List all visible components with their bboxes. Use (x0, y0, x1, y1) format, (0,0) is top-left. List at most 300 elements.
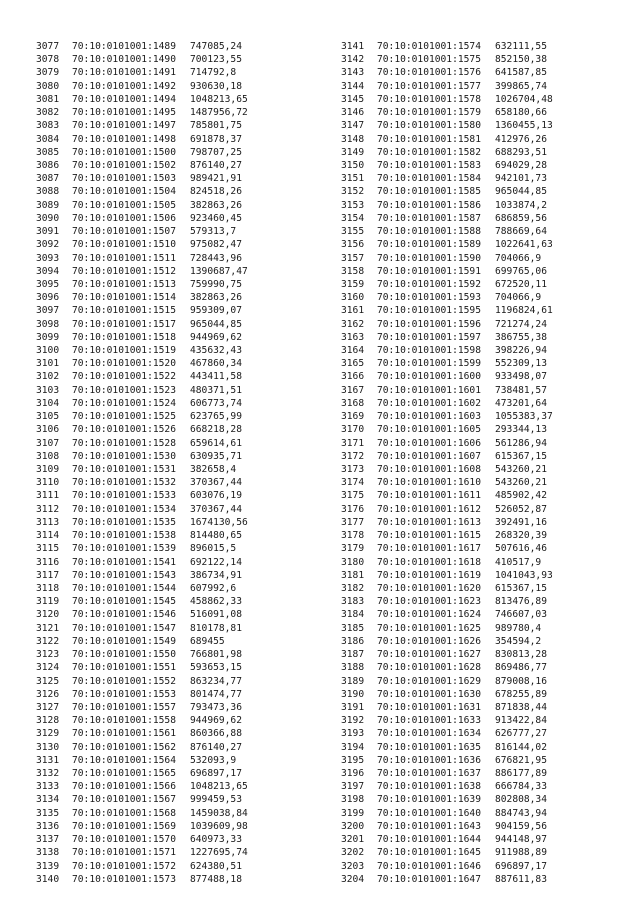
cadastral-value: 691878,37 (190, 133, 242, 145)
table-row (36, 370, 248, 383)
cadastral-number: 70:10:0101001:1600 (377, 371, 481, 383)
table-row (341, 225, 553, 238)
table-row (36, 423, 248, 436)
table-row (341, 370, 553, 383)
table-row (341, 833, 553, 846)
cadastral-number: 70:10:0101001:1602 (377, 397, 481, 409)
cadastral-value: 688293,51 (495, 146, 547, 158)
cadastral-value: 721274,24 (495, 318, 547, 330)
table-row (36, 225, 248, 238)
cadastral-number: 70:10:0101001:1628 (377, 662, 481, 674)
cadastral-value: 944148,97 (495, 834, 547, 846)
row-number: 3111 (36, 490, 60, 502)
cadastral-number: 70:10:0101001:1601 (377, 384, 481, 396)
row-number: 3127 (36, 701, 60, 713)
row-number: 3132 (36, 768, 60, 780)
cadastral-number: 70:10:0101001:1599 (377, 358, 481, 370)
cadastral-value: 944969,62 (190, 331, 242, 343)
table-row (341, 106, 553, 119)
cadastral-value: 659614,61 (190, 437, 242, 449)
cadastral-number: 70:10:0101001:1617 (377, 543, 481, 555)
cadastral-value: 658180,66 (495, 107, 547, 119)
row-number: 3179 (341, 543, 365, 555)
row-number: 3105 (36, 411, 60, 423)
row-number: 3134 (36, 794, 60, 806)
table-row (36, 119, 248, 132)
row-number: 3104 (36, 397, 60, 409)
row-number: 3191 (341, 701, 365, 713)
table-row (36, 476, 248, 489)
table-row (341, 331, 553, 344)
cadastral-value: 689455 (190, 635, 225, 647)
row-number: 3100 (36, 345, 60, 357)
table-row (36, 344, 248, 357)
cadastral-number: 70:10:0101001:1528 (72, 437, 176, 449)
row-number: 3190 (341, 688, 365, 700)
row-number: 3112 (36, 503, 60, 515)
row-number: 3160 (341, 292, 365, 304)
row-number: 3133 (36, 781, 60, 793)
row-number: 3094 (36, 265, 60, 277)
row-number: 3128 (36, 715, 60, 727)
cadastral-value: 485902,42 (495, 490, 547, 502)
row-number: 3161 (341, 305, 365, 317)
cadastral-value: 1196824,61 (495, 305, 553, 317)
table-row (36, 159, 248, 172)
table-row (341, 304, 553, 317)
cadastral-number: 70:10:0101001:1517 (72, 318, 176, 330)
cadastral-value: 603076,19 (190, 490, 242, 502)
cadastral-value: 793473,36 (190, 701, 242, 713)
cadastral-value: 435632,43 (190, 345, 242, 357)
table-row (341, 807, 553, 820)
cadastral-number: 70:10:0101001:1551 (72, 662, 176, 674)
cadastral-value: 746607,03 (495, 609, 547, 621)
cadastral-value: 1041043,93 (495, 569, 553, 581)
table-row (341, 661, 553, 674)
cadastral-number: 70:10:0101001:1526 (72, 424, 176, 436)
cadastral-number: 70:10:0101001:1513 (72, 278, 176, 290)
table-row (341, 133, 553, 146)
row-number: 3201 (341, 834, 365, 846)
cadastral-value: 923460,45 (190, 212, 242, 224)
table-row (341, 437, 553, 450)
cadastral-value: 615367,15 (495, 450, 547, 462)
cadastral-number: 70:10:0101001:1566 (72, 781, 176, 793)
cadastral-number: 70:10:0101001:1543 (72, 569, 176, 581)
table-row (36, 384, 248, 397)
cadastral-number: 70:10:0101001:1578 (377, 93, 481, 105)
table-row (341, 278, 553, 291)
cadastral-value: 1360455,13 (495, 120, 553, 132)
cadastral-number: 70:10:0101001:1534 (72, 503, 176, 515)
table-row (341, 291, 553, 304)
row-number: 3143 (341, 67, 365, 79)
cadastral-number: 70:10:0101001:1511 (72, 252, 176, 264)
cadastral-value: 399865,74 (495, 80, 547, 92)
cadastral-value: 886177,89 (495, 768, 547, 780)
row-number: 3153 (341, 199, 365, 211)
table-row (36, 833, 248, 846)
cadastral-number: 70:10:0101001:1608 (377, 464, 481, 475)
cadastral-value: 640973,33 (190, 834, 242, 846)
cadastral-value: 1048213,65 (190, 93, 248, 105)
row-number: 3171 (341, 437, 365, 449)
cadastral-number: 70:10:0101001:1647 (377, 873, 481, 885)
table-row (36, 93, 248, 106)
row-number: 3170 (341, 424, 365, 436)
cadastral-value: 694029,28 (495, 159, 547, 171)
row-number: 3182 (341, 582, 365, 594)
cadastral-number: 70:10:0101001:1525 (72, 411, 176, 423)
cadastral-value: 1048213,65 (190, 781, 248, 793)
row-number: 3164 (341, 345, 365, 357)
table-row (341, 66, 553, 79)
cadastral-number: 70:10:0101001:1576 (377, 67, 481, 79)
cadastral-number: 70:10:0101001:1492 (72, 80, 176, 92)
table-row (36, 516, 248, 529)
cadastral-number: 70:10:0101001:1581 (377, 133, 481, 145)
row-number: 3129 (36, 728, 60, 740)
table-row (341, 675, 553, 688)
cadastral-number: 70:10:0101001:1489 (72, 41, 176, 52)
row-number: 3142 (341, 54, 365, 66)
cadastral-number: 70:10:0101001:1562 (72, 741, 176, 753)
table-row (341, 489, 553, 502)
cadastral-value: 382863,26 (190, 292, 242, 304)
cadastral-value: 975082,47 (190, 239, 242, 251)
table-row (36, 278, 248, 291)
cadastral-value: 802808,34 (495, 794, 547, 806)
row-number: 3090 (36, 212, 60, 224)
table-row (36, 793, 248, 806)
table-row (36, 133, 248, 146)
row-number: 3093 (36, 252, 60, 264)
cadastral-number: 70:10:0101001:1522 (72, 371, 176, 383)
table-row (341, 185, 553, 198)
cadastral-value: 869486,77 (495, 662, 547, 674)
table-row (341, 860, 553, 873)
table-row (36, 397, 248, 410)
cadastral-number: 70:10:0101001:1643 (377, 820, 481, 832)
table-row (36, 688, 248, 701)
table-row (341, 767, 553, 780)
table-row (341, 648, 553, 661)
row-number: 3176 (341, 503, 365, 515)
row-number: 3159 (341, 278, 365, 290)
cadastral-number: 70:10:0101001:1569 (72, 820, 176, 832)
row-number: 3186 (341, 635, 365, 647)
row-number: 3088 (36, 186, 60, 198)
table-row (36, 146, 248, 159)
table-row (36, 754, 248, 767)
table-row (36, 80, 248, 93)
table-row (341, 450, 553, 463)
cadastral-number: 70:10:0101001:1624 (377, 609, 481, 621)
cadastral-value: 606773,74 (190, 397, 242, 409)
row-number: 3202 (341, 847, 365, 859)
cadastral-number: 70:10:0101001:1640 (377, 807, 481, 819)
row-number: 3102 (36, 371, 60, 383)
cadastral-number: 70:10:0101001:1535 (72, 516, 176, 528)
cadastral-number: 70:10:0101001:1637 (377, 768, 481, 780)
cadastral-number: 70:10:0101001:1591 (377, 265, 481, 277)
cadastral-number: 70:10:0101001:1545 (72, 596, 176, 608)
cadastral-value: 887611,83 (495, 873, 547, 885)
cadastral-number: 70:10:0101001:1633 (377, 715, 481, 727)
table-row (341, 622, 553, 635)
row-number: 3085 (36, 146, 60, 158)
cadastral-number: 70:10:0101001:1619 (377, 569, 481, 581)
cadastral-number: 70:10:0101001:1606 (377, 437, 481, 449)
table-row (341, 252, 553, 265)
table-row (36, 529, 248, 542)
cadastral-number: 70:10:0101001:1565 (72, 768, 176, 780)
cadastral-number: 70:10:0101001:1620 (377, 582, 481, 594)
cadastral-value: 824518,26 (190, 186, 242, 198)
cadastral-number: 70:10:0101001:1582 (377, 146, 481, 158)
cadastral-number: 70:10:0101001:1625 (377, 622, 481, 634)
cadastral-number: 70:10:0101001:1544 (72, 582, 176, 594)
cadastral-value: 766801,98 (190, 649, 242, 661)
cadastral-value: 785801,75 (190, 120, 242, 132)
cadastral-value: 704066,9 (495, 292, 542, 304)
row-number: 3184 (341, 609, 365, 621)
table-row (36, 741, 248, 754)
cadastral-value: 467860,34 (190, 358, 242, 370)
row-number: 3172 (341, 450, 365, 462)
table-row (341, 199, 553, 212)
row-number: 3099 (36, 331, 60, 343)
cadastral-number: 70:10:0101001:1577 (377, 80, 481, 92)
cadastral-value: 860366,88 (190, 728, 242, 740)
cadastral-value: 816144,02 (495, 741, 547, 753)
cadastral-number: 70:10:0101001:1572 (72, 860, 176, 872)
table-row (341, 793, 553, 806)
table-row (36, 595, 248, 608)
cadastral-number: 70:10:0101001:1574 (377, 41, 481, 52)
cadastral-value: 1026704,48 (495, 93, 553, 105)
cadastral-value: 699765,06 (495, 265, 547, 277)
cadastral-value: 392491,16 (495, 516, 547, 528)
cadastral-number: 70:10:0101001:1532 (72, 477, 176, 489)
row-number: 3198 (341, 794, 365, 806)
table-row (341, 93, 553, 106)
row-number: 3106 (36, 424, 60, 436)
cadastral-value: 759990,75 (190, 278, 242, 290)
table-row (341, 780, 553, 793)
table-row (341, 53, 553, 66)
cadastral-value: 607992,6 (190, 582, 237, 594)
table-row (36, 238, 248, 251)
cadastral-value: 543260,21 (495, 477, 547, 489)
cadastral-number: 70:10:0101001:1512 (72, 265, 176, 277)
table-row (341, 569, 553, 582)
cadastral-number: 70:10:0101001:1595 (377, 305, 481, 317)
cadastral-value: 930630,18 (190, 80, 242, 92)
cadastral-value: 999459,53 (190, 794, 242, 806)
row-number: 3116 (36, 556, 60, 568)
row-number: 3157 (341, 252, 365, 264)
row-number: 3168 (341, 397, 365, 409)
row-number: 3197 (341, 781, 365, 793)
cadastral-value: 1033874,2 (495, 199, 547, 211)
cadastral-value: 579313,7 (190, 226, 237, 238)
table-row (341, 344, 553, 357)
cadastral-value: 738481,57 (495, 384, 547, 396)
table-row (341, 159, 553, 172)
cadastral-value: 526052,87 (495, 503, 547, 515)
row-number: 3136 (36, 820, 60, 832)
row-number: 3095 (36, 278, 60, 290)
cadastral-number: 70:10:0101001:1590 (377, 252, 481, 264)
row-number: 3101 (36, 358, 60, 370)
cadastral-value: 412976,26 (495, 133, 547, 145)
row-number: 3109 (36, 464, 60, 475)
cadastral-value: 615367,15 (495, 582, 547, 594)
cadastral-value: 700123,55 (190, 54, 242, 66)
cadastral-number: 70:10:0101001:1579 (377, 107, 481, 119)
row-number: 3173 (341, 464, 365, 475)
row-number: 3130 (36, 741, 60, 753)
row-number: 3188 (341, 662, 365, 674)
cadastral-value: 747085,24 (190, 41, 242, 52)
row-number: 3096 (36, 292, 60, 304)
row-number: 3150 (341, 159, 365, 171)
cadastral-value: 593653,15 (190, 662, 242, 674)
row-number: 3097 (36, 305, 60, 317)
cadastral-value: 692122,14 (190, 556, 242, 568)
row-number: 3114 (36, 530, 60, 542)
cadastral-value: 942101,73 (495, 173, 547, 185)
row-number: 3148 (341, 133, 365, 145)
cadastral-value: 696897,17 (495, 860, 547, 872)
row-number: 3086 (36, 159, 60, 171)
table-row (341, 212, 553, 225)
cadastral-value: 728443,96 (190, 252, 242, 264)
cadastral-number: 70:10:0101001:1630 (377, 688, 481, 700)
cadastral-number: 70:10:0101001:1502 (72, 159, 176, 171)
row-number: 3194 (341, 741, 365, 753)
cadastral-number: 70:10:0101001:1519 (72, 345, 176, 357)
table-row (36, 199, 248, 212)
table-row (36, 53, 248, 66)
row-number: 3174 (341, 477, 365, 489)
cadastral-value: 1039609,98 (190, 820, 248, 832)
table-row (36, 714, 248, 727)
cadastral-value: 354594,2 (495, 635, 542, 647)
cadastral-value: 386755,38 (495, 331, 547, 343)
row-number: 3196 (341, 768, 365, 780)
cadastral-value: 624380,51 (190, 860, 242, 872)
row-number: 3125 (36, 675, 60, 687)
cadastral-value: 507616,46 (495, 543, 547, 555)
cadastral-value: 382863,26 (190, 199, 242, 211)
row-number: 3180 (341, 556, 365, 568)
table-row (341, 410, 553, 423)
table-row (36, 820, 248, 833)
cadastral-number: 70:10:0101001:1494 (72, 93, 176, 105)
cadastral-number: 70:10:0101001:1506 (72, 212, 176, 224)
table-row (341, 119, 553, 132)
cadastral-number: 70:10:0101001:1568 (72, 807, 176, 819)
cadastral-value: 801474,77 (190, 688, 242, 700)
cadastral-number: 70:10:0101001:1510 (72, 239, 176, 251)
row-number: 3200 (341, 820, 365, 832)
cadastral-value: 443411,58 (190, 371, 242, 383)
cadastral-value: 830813,28 (495, 649, 547, 661)
row-number: 3113 (36, 516, 60, 528)
cadastral-value: 641587,85 (495, 67, 547, 79)
cadastral-value: 386734,91 (190, 569, 242, 581)
row-number: 3107 (36, 437, 60, 449)
row-number: 3169 (341, 411, 365, 423)
table-row (36, 503, 248, 516)
table-row (36, 846, 248, 859)
cadastral-number: 70:10:0101001:1524 (72, 397, 176, 409)
cadastral-value: 879008,16 (495, 675, 547, 687)
row-number: 3131 (36, 754, 60, 766)
row-number: 3098 (36, 318, 60, 330)
cadastral-number: 70:10:0101001:1515 (72, 305, 176, 317)
row-number: 3199 (341, 807, 365, 819)
row-number: 3122 (36, 635, 60, 647)
row-number: 3082 (36, 107, 60, 119)
cadastral-number: 70:10:0101001:1523 (72, 384, 176, 396)
row-number: 3185 (341, 622, 365, 634)
table-row (36, 106, 248, 119)
table-row (36, 185, 248, 198)
table-row (36, 410, 248, 423)
cadastral-value: 989421,91 (190, 173, 242, 185)
table-row (36, 291, 248, 304)
cadastral-number: 70:10:0101001:1592 (377, 278, 481, 290)
cadastral-value: 543260,21 (495, 464, 547, 475)
table-row (36, 66, 248, 79)
cadastral-number: 70:10:0101001:1588 (377, 226, 481, 238)
table-row (341, 80, 553, 93)
table-row (341, 635, 553, 648)
table-row (341, 608, 553, 621)
row-number: 3081 (36, 93, 60, 105)
cadastral-value: 959309,07 (190, 305, 242, 317)
cadastral-number: 70:10:0101001:1623 (377, 596, 481, 608)
table-row (341, 146, 553, 159)
cadastral-value: 933498,07 (495, 371, 547, 383)
row-number: 3165 (341, 358, 365, 370)
cadastral-number: 70:10:0101001:1638 (377, 781, 481, 793)
cadastral-value: 813476,89 (495, 596, 547, 608)
row-number: 3126 (36, 688, 60, 700)
row-number: 3091 (36, 226, 60, 238)
row-number: 3108 (36, 450, 60, 462)
cadastral-number: 70:10:0101001:1550 (72, 649, 176, 661)
cadastral-value: 370367,44 (190, 503, 242, 515)
row-number: 3193 (341, 728, 365, 740)
row-number: 3158 (341, 265, 365, 277)
cadastral-number: 70:10:0101001:1646 (377, 860, 481, 872)
cadastral-value: 398226,94 (495, 345, 547, 357)
cadastral-value: 370367,44 (190, 477, 242, 489)
cadastral-number: 70:10:0101001:1607 (377, 450, 481, 462)
cadastral-number: 70:10:0101001:1613 (377, 516, 481, 528)
cadastral-value: 714792,8 (190, 67, 237, 79)
right-column (341, 40, 553, 886)
table-row (341, 318, 553, 331)
cadastral-number: 70:10:0101001:1612 (377, 503, 481, 515)
cadastral-value: 810178,81 (190, 622, 242, 634)
left-column (36, 40, 248, 886)
